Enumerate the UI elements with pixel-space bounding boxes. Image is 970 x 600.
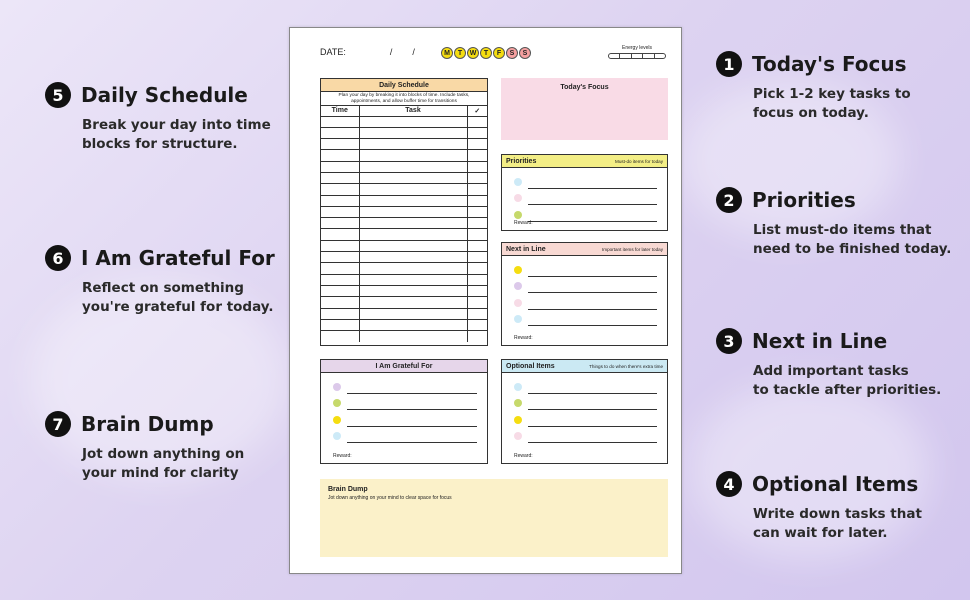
col-task: Task	[359, 106, 467, 116]
grateful-box: I Am Grateful For Reward:	[320, 359, 488, 464]
bullet-dot	[333, 416, 341, 424]
callout-title: Brain Dump	[81, 412, 214, 436]
col-check: ✓	[467, 106, 487, 116]
schedule-title: Daily Schedule	[321, 79, 487, 92]
bullet-dot	[333, 383, 341, 391]
bullet-dot	[514, 282, 522, 290]
bullet-dot	[514, 211, 522, 219]
number-badge: 2	[716, 187, 742, 213]
callout-title: I Am Grateful For	[81, 246, 275, 270]
callout-daily-schedule	[45, 82, 285, 154]
entry-line[interactable]	[528, 325, 657, 326]
bullet-dot	[514, 399, 522, 407]
optional-items-box: Optional Items Things to do when there's extra time Reward:	[501, 359, 668, 464]
reward-label: Reward:	[333, 453, 352, 459]
col-time: Time	[321, 106, 359, 116]
brain-dump-box[interactable]	[320, 479, 668, 557]
entry-line[interactable]	[528, 188, 657, 189]
bullet-dot	[514, 383, 522, 391]
callout-grateful	[45, 245, 285, 317]
number-badge: 1	[716, 51, 742, 77]
schedule-subtitle: Plan your day by breaking it into blocks of time. Include tasks, appointments, and allow buffer time for transitions	[321, 92, 487, 106]
schedule-row[interactable]	[321, 139, 487, 150]
focus-title: Today's Focus	[560, 84, 609, 91]
schedule-row[interactable]	[321, 161, 487, 172]
callout-title: Priorities	[752, 188, 856, 212]
number-badge: 4	[716, 471, 742, 497]
schedule-row[interactable]	[321, 116, 487, 127]
callout-description: Reflect on something you're grateful for today.	[82, 280, 274, 315]
planner-sheet	[289, 27, 682, 574]
bullet-dot	[514, 266, 522, 274]
number-badge: 3	[716, 328, 742, 354]
schedule-row[interactable]	[321, 240, 487, 251]
callout-title: Today's Focus	[752, 52, 907, 76]
entry-line[interactable]	[528, 393, 657, 394]
reward-label: Reward:	[514, 220, 533, 226]
entry-line[interactable]	[528, 309, 657, 310]
callout-description: Break your day into time blocks for structure.	[82, 117, 271, 152]
entry-line[interactable]	[347, 442, 477, 443]
entry-line[interactable]	[528, 221, 657, 222]
reward-label: Reward:	[514, 335, 533, 341]
schedule-row[interactable]	[321, 331, 487, 342]
schedule-row[interactable]	[321, 218, 487, 229]
number-badge: 7	[45, 411, 71, 437]
schedule-row[interactable]	[321, 263, 487, 274]
brain-dump-subtitle: Jot down anything on your mind to clear space for focus	[328, 495, 452, 501]
callout-title: Optional Items	[752, 472, 919, 496]
bullet-dot	[514, 178, 522, 186]
day-circle[interactable]: S	[506, 47, 518, 59]
bullet-dot	[514, 315, 522, 323]
brain-dump-title: Brain Dump	[328, 486, 368, 493]
bullet-dot	[514, 194, 522, 202]
number-badge: 6	[45, 245, 71, 271]
day-circle[interactable]: W	[467, 47, 479, 59]
callout-todays-focus	[716, 51, 956, 123]
number-badge: 5	[45, 82, 71, 108]
bullet-dot	[514, 299, 522, 307]
schedule-row[interactable]	[321, 195, 487, 206]
schedule-row[interactable]	[321, 319, 487, 330]
daily-schedule-table	[320, 78, 488, 346]
entry-line[interactable]	[528, 204, 657, 205]
callout-description: Write down tasks that can wait for later.	[753, 506, 922, 541]
reward-label: Reward:	[514, 453, 533, 459]
callout-next-in-line	[716, 328, 956, 400]
callout-title: Next in Line	[752, 329, 888, 353]
callout-title: Daily Schedule	[81, 83, 248, 107]
date-field[interactable]: DATE: / /	[320, 47, 415, 57]
bullet-dot	[514, 416, 522, 424]
next-in-line-box: Next in Line Important items for later today Reward:	[501, 242, 668, 346]
schedule-row[interactable]	[321, 172, 487, 183]
schedule-row[interactable]	[321, 285, 487, 296]
schedule-row[interactable]	[321, 127, 487, 138]
bullet-dot	[514, 432, 522, 440]
entry-line[interactable]	[528, 426, 657, 427]
schedule-row[interactable]	[321, 297, 487, 308]
day-circle[interactable]: T	[480, 47, 492, 59]
entry-line[interactable]	[528, 409, 657, 410]
todays-focus-box[interactable]	[501, 78, 668, 140]
entry-line[interactable]	[347, 409, 477, 410]
callout-brain-dump	[45, 411, 285, 483]
weekday-selector	[441, 47, 531, 59]
day-circle[interactable]: M	[441, 47, 453, 59]
bullet-dot	[333, 399, 341, 407]
callout-description: Add important tasks to tackle after priorities.	[753, 363, 942, 398]
day-circle[interactable]: F	[493, 47, 505, 59]
day-circle[interactable]: T	[454, 47, 466, 59]
day-circle[interactable]: S	[519, 47, 531, 59]
schedule-row[interactable]	[321, 308, 487, 319]
entry-line[interactable]	[528, 292, 657, 293]
bullet-dot	[333, 432, 341, 440]
callout-description: Pick 1-2 key tasks to focus on today.	[753, 86, 911, 121]
callout-optional-items	[716, 471, 956, 543]
entry-line[interactable]	[528, 276, 657, 277]
entry-line[interactable]	[347, 393, 477, 394]
schedule-row[interactable]	[321, 150, 487, 161]
entry-line[interactable]	[528, 442, 657, 443]
schedule-row[interactable]	[321, 252, 487, 263]
priorities-box: Priorities Must-do items for today Reward:	[501, 154, 668, 231]
schedule-row[interactable]	[321, 206, 487, 217]
callout-description: Jot down anything on your mind for clarity	[82, 446, 245, 481]
callout-description: List must-do items that need to be finished today.	[753, 222, 952, 257]
energy-meter[interactable]: Energy levels	[608, 45, 666, 59]
schedule-row[interactable]	[321, 229, 487, 240]
callout-priorities	[716, 187, 956, 259]
entry-line[interactable]	[347, 426, 477, 427]
schedule-row[interactable]	[321, 274, 487, 285]
schedule-row[interactable]	[321, 184, 487, 195]
